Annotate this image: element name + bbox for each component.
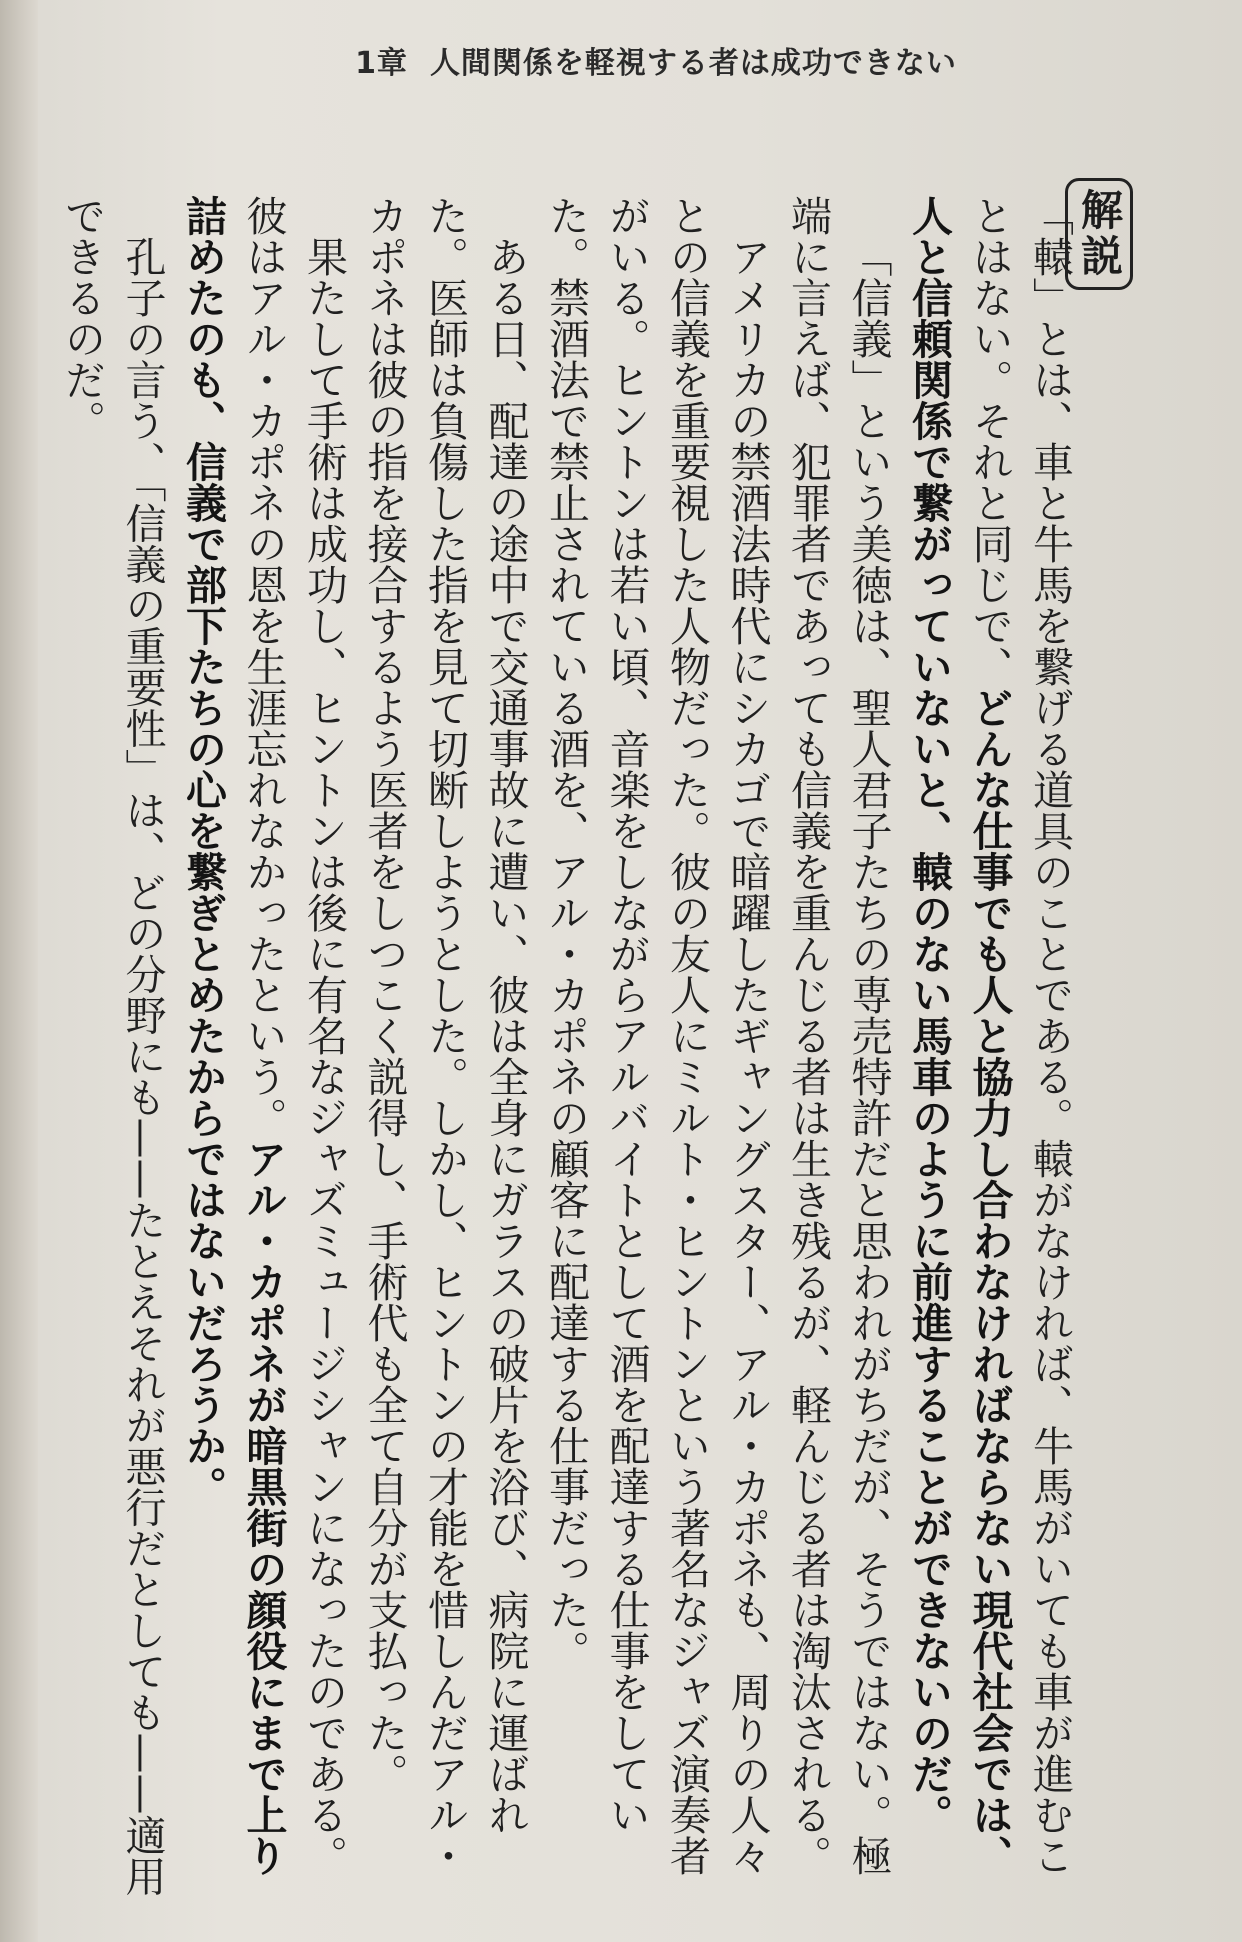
- chapter-number: 1章: [355, 46, 408, 81]
- paragraph: [536, 195, 778, 1910]
- paragraph-text: ある日、配達の途中で交通事故に遭い、彼は全身にガラスの破片を浴び、病院に運ばれた。医師は負傷した指を見て切断しようとした。しかし、ヒントンの才能を惜しんだアル・カポネは彼の指を接合するよう医者をしつこく説得し、手術代も全て自分が支払った。: [360, 195, 530, 1876]
- paragraph: [899, 195, 1081, 1910]
- page-gutter-shadow: [0, 0, 38, 1942]
- paragraph-text: それと同じで、: [965, 400, 1014, 687]
- paragraph: [778, 195, 899, 1910]
- emphasized-text: アル・カポネが暗黒街の顔役にまで上り詰めたのも、信義で部下たちの心を繋ぎとめたからではないだろうか。: [179, 195, 288, 1876]
- paragraph-text: 果たして手術は成功し、ヒントンは後に有名なジャズミュージシャンになったのである。彼はアル・カポネの恩を生涯忘れなかったという。: [239, 195, 348, 1876]
- paragraph-text: アメリカの禁酒法時代にシカゴで暗躍したギャングスター、アル・カポネも、周りの人々との信義を重要視した人物だった。彼の友人にミルト・ヒントンという著名なジャズ演奏者がいる。ヒントンは若い頃、音楽をしながらアルバイトとして酒を配達する仕事をしていた。禁酒法で禁止されている酒を、アル・カポネの顧客に配達する仕事だった。: [542, 195, 772, 1876]
- commentary-badge: 解説: [1065, 178, 1133, 290]
- chapter-title: 人間関係を軽視する者は成功できない: [429, 46, 957, 81]
- body-text: [40, 195, 1080, 1910]
- paragraph: [52, 195, 173, 1910]
- paragraph-text: 「轅」とは、車と牛馬を繋げる道具のことである。轅がなければ、牛馬がいても車が進むことはない。: [965, 195, 1074, 1876]
- paragraph: [354, 195, 536, 1910]
- paragraph-text: 「信義」という美徳は、聖人君子たちの専売特許だと思われがちだが、そうではない。極端に言えば、犯罪者であっても信義を重んじる者は生き残るが、軽んじる者は淘汰される。: [784, 195, 893, 1876]
- running-head: [0, 38, 1242, 82]
- paragraph: [173, 195, 355, 1910]
- paragraph-text: 孔子の言う、「信義の重要性」は、どの分野にも——たとえそれが悪行だとしても——適用できるのだ。: [58, 195, 167, 1897]
- emphasized-text: どんな仕事でも人と協力し合わなければならない現代社会では、人と信頼関係で繋がっていないと、轅のない馬車のように前進することができないのだ。: [905, 195, 1014, 1876]
